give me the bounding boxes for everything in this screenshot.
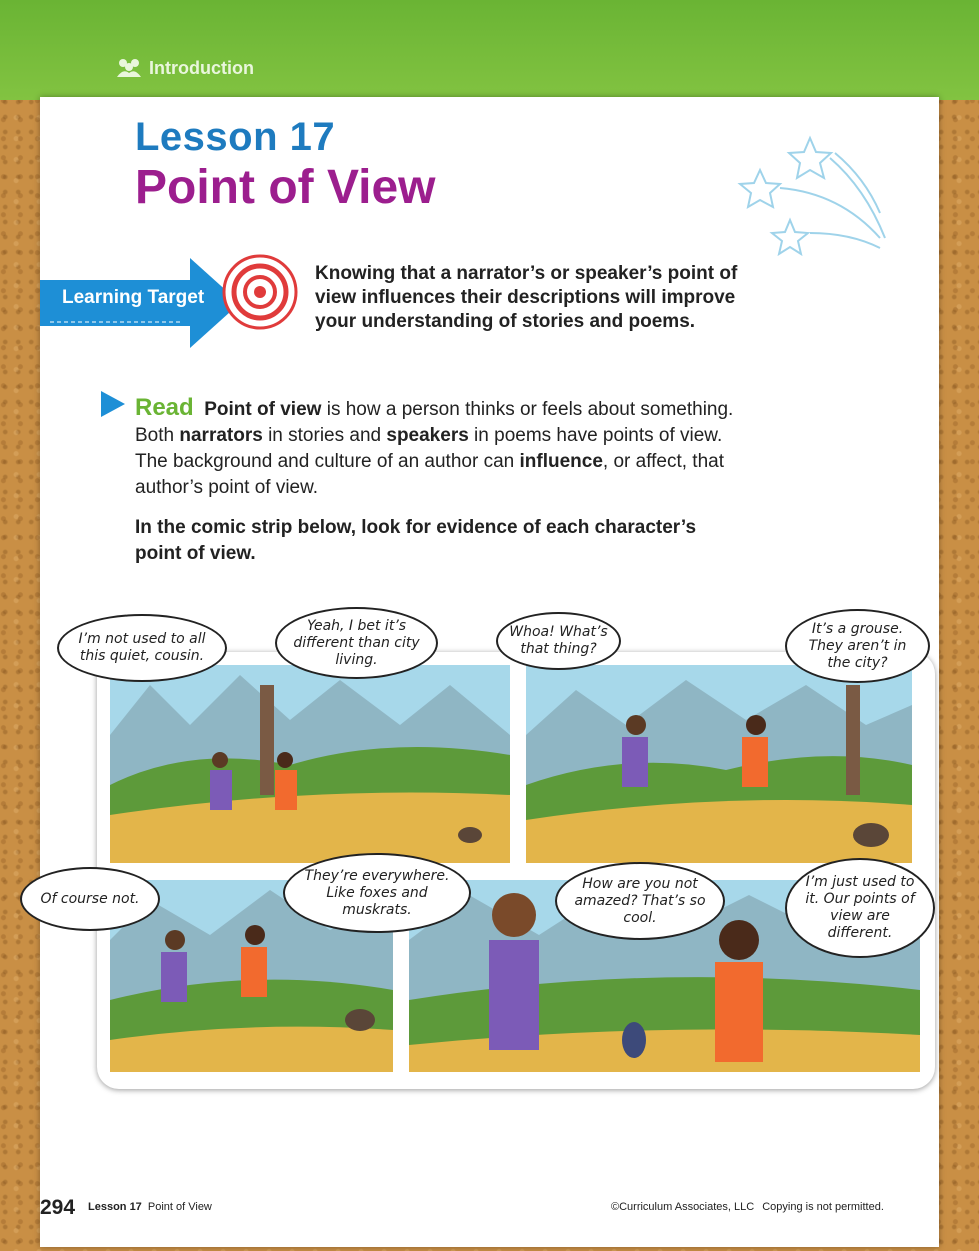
- page-number: 294: [40, 1196, 76, 1219]
- section-banner: [0, 0, 979, 100]
- read-text-3: in poems have points of view. The background and culture of an author can: [135, 425, 723, 472]
- read-text-4: , or affect, that author’s point of view.: [135, 451, 724, 498]
- speech-bubble-3: Whoa! What’s that thing?: [496, 612, 621, 670]
- people-icon: [115, 57, 143, 79]
- page-title: Point of View: [135, 161, 436, 214]
- read-text-1: is how a person thinks or feels about something. Both: [135, 399, 734, 446]
- read-instruction: In the comic strip below, look for evidence of each character’s point of view.: [135, 517, 697, 564]
- comic-panel-2: [526, 665, 912, 863]
- speech-bubble-7: How are you not amazed? That’s so cool.: [555, 862, 725, 940]
- footer-lesson: [88, 1201, 212, 1213]
- shooting-stars-decoration: [735, 128, 890, 268]
- read-paragraph: [135, 395, 735, 501]
- play-triangle-icon: [101, 391, 125, 417]
- term-influence: influence: [519, 451, 603, 472]
- lesson-number: Lesson 17: [135, 115, 336, 159]
- read-section: [135, 395, 735, 581]
- read-heading: Read: [135, 394, 194, 421]
- section-label: [115, 57, 254, 79]
- bullseye-icon: [220, 252, 300, 332]
- comic-panel-1: [110, 665, 510, 863]
- speech-bubble-6: They’re everywhere. Like foxes and muskrats.: [283, 853, 471, 933]
- copyright-text: ©Curriculum Associates, LLC: [611, 1201, 755, 1213]
- section-label-text: Introduction: [149, 57, 254, 78]
- speech-bubble-5: Of course not.: [20, 867, 160, 931]
- term-speakers: speakers: [386, 425, 469, 446]
- speech-bubble-2: Yeah, I bet it’s different than city living.: [275, 607, 438, 679]
- speech-bubble-4: It’s a grouse. They aren’t in the city?: [785, 609, 930, 683]
- term-narrators: narrators: [179, 425, 263, 446]
- speech-bubble-1: I’m not used to all this quiet, cousin.: [57, 614, 227, 682]
- speech-bubble-8: I’m just used to it. Our points of view are different.: [785, 858, 935, 958]
- footer-lesson-label: Lesson 17: [88, 1201, 142, 1213]
- learning-target-description: Knowing that a narrator’s or speaker’s point of view influences their descriptions will improve your understanding of stories and poems.: [315, 263, 738, 332]
- term-point-of-view: Point of view: [204, 399, 322, 420]
- footer-copyright: [611, 1201, 884, 1213]
- learning-target-label: Learning Target: [62, 287, 205, 308]
- copy-notice: Copying is not permitted.: [762, 1201, 884, 1213]
- read-text-2: in stories and: [262, 425, 387, 446]
- footer-lesson-title: Point of View: [147, 1201, 212, 1213]
